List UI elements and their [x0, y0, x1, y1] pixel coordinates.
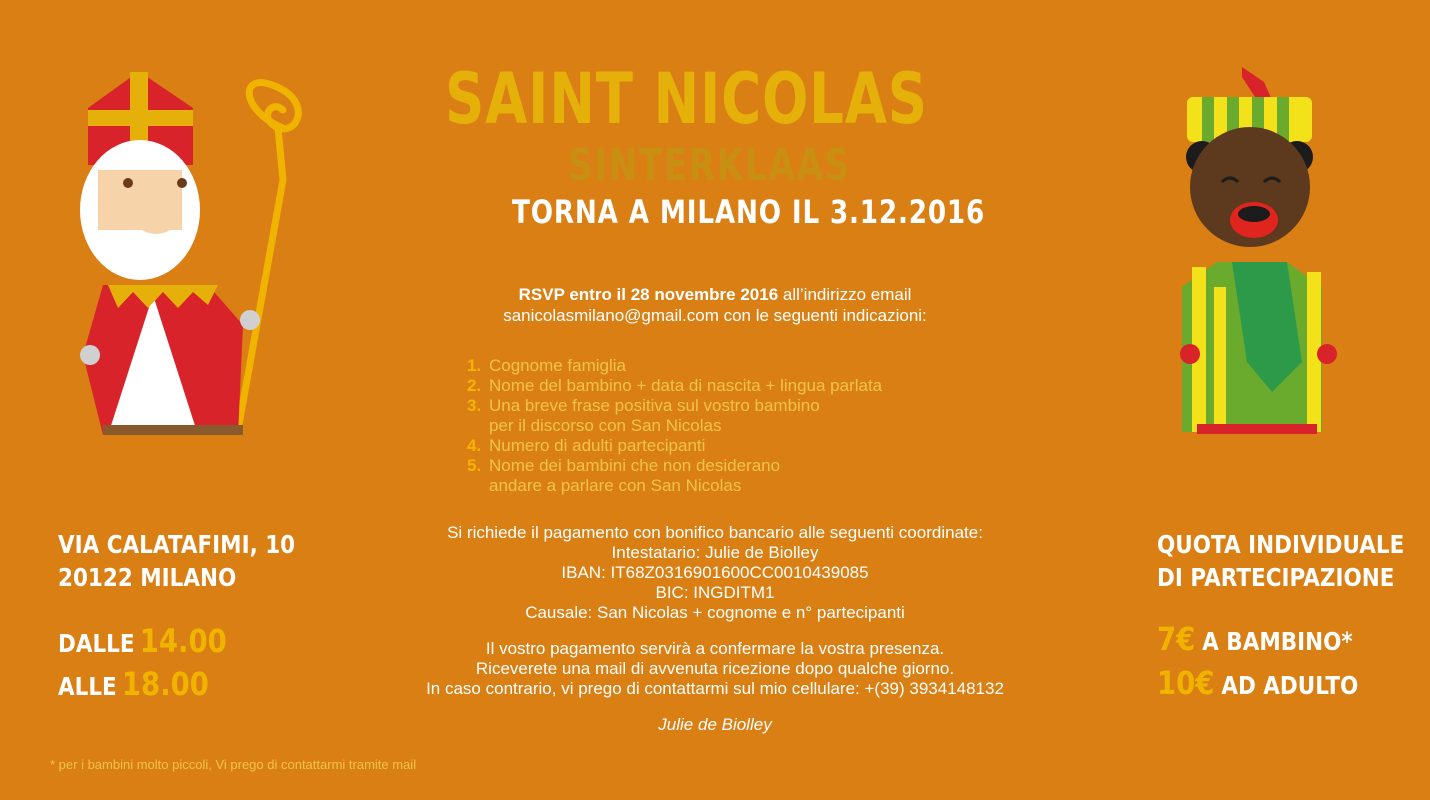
adult-price-value: 10€	[1157, 664, 1215, 702]
list-item	[467, 356, 882, 376]
list-item	[467, 476, 882, 496]
payment-iban: IBAN: IT68Z0316901600CC0010439085	[561, 563, 869, 582]
event-title: SAINT NICOLAS	[445, 58, 928, 140]
adult-price-label: AD ADULTO	[1221, 671, 1359, 700]
event-date: TORNA A MILANO IL 3.12.2016	[512, 193, 986, 231]
quota-heading: QUOTA INDIVIDUALE	[1157, 530, 1405, 559]
payment-intro: Si richiede il pagamento con bonifico bancario alle seguenti coordinate:	[447, 523, 983, 542]
confirm-line: Il vostro pagamento servirà a confermare la vostra presenza.	[485, 639, 945, 658]
step-number: 3.	[467, 396, 482, 415]
step-text: Cognome famiglia	[489, 356, 627, 375]
child-price	[1157, 620, 1353, 658]
start-time-value: 14.00	[139, 622, 227, 660]
confirm-line: Riceverete una mail di avvenuta ricezione dopo qualche giorno.	[475, 659, 955, 678]
quota-heading-2: DI PARTECIPAZIONE	[1157, 563, 1395, 592]
zwarte-piet-illustration	[1172, 62, 1347, 442]
step-text: Numero di adulti partecipanti	[489, 436, 706, 455]
list-item	[467, 396, 882, 416]
confirm-contact-line: In caso contrario, vi prego di contattarmi sul mio cellulare: +(39) 3934148132	[426, 679, 1004, 698]
step-text: Nome dei bambini che non desiderano	[489, 456, 781, 475]
list-item	[467, 416, 882, 436]
end-time	[58, 665, 209, 703]
end-time-value: 18.00	[121, 665, 209, 703]
payment-bic: BIC: INGDITM1	[655, 583, 775, 602]
start-time-label: DALLE	[58, 629, 135, 658]
crozier-icon	[238, 83, 298, 430]
payment-holder: Intestatario: Julie de Biolley	[611, 543, 819, 562]
list-item	[467, 456, 882, 476]
step-number: 1.	[467, 356, 482, 375]
start-time	[58, 622, 227, 660]
child-price-label: A BAMBINO*	[1202, 627, 1353, 656]
step-text: Nome del bambino + data di nascita + lingua parlata	[489, 376, 883, 395]
rsvp-block	[420, 284, 1010, 326]
signature: Julie de Biolley	[658, 715, 772, 734]
rsvp-steps-list	[467, 356, 882, 496]
rsvp-deadline: RSVP entro il 28 novembre 2016	[518, 285, 779, 304]
rsvp-email-line[interactable]: sanicolasmilano@gmail.com con le seguenti indicazioni:	[503, 306, 927, 325]
adult-price	[1157, 664, 1358, 702]
list-item	[467, 376, 882, 396]
child-price-value: 7€	[1157, 620, 1196, 658]
address-street: VIA CALATAFIMI, 10	[58, 530, 296, 559]
step-text-continued: per il discorso con San Nicolas	[489, 416, 722, 435]
event-subtitle: SINTERKLAAS	[568, 140, 851, 191]
rsvp-text: all’indirizzo email	[778, 285, 912, 304]
confirmation-block	[340, 639, 1090, 699]
footnote: * per i bambini molto piccoli, Vi prego di contattarmi tramite mail	[50, 757, 417, 772]
step-number: 4.	[467, 436, 482, 455]
step-number: 5.	[467, 456, 482, 475]
payment-block	[340, 523, 1090, 623]
list-item	[467, 436, 882, 456]
step-number: 2.	[467, 376, 482, 395]
address-city: 20122 MILANO	[58, 563, 237, 592]
saint-nicolas-illustration	[78, 70, 338, 440]
step-text: Una breve frase positiva sul vostro bambino	[489, 396, 820, 415]
step-text-continued: andare a parlare con San Nicolas	[489, 476, 742, 495]
end-time-label: ALLE	[58, 672, 117, 701]
payment-reason: Causale: San Nicolas + cognome e n° partecipanti	[525, 603, 905, 622]
